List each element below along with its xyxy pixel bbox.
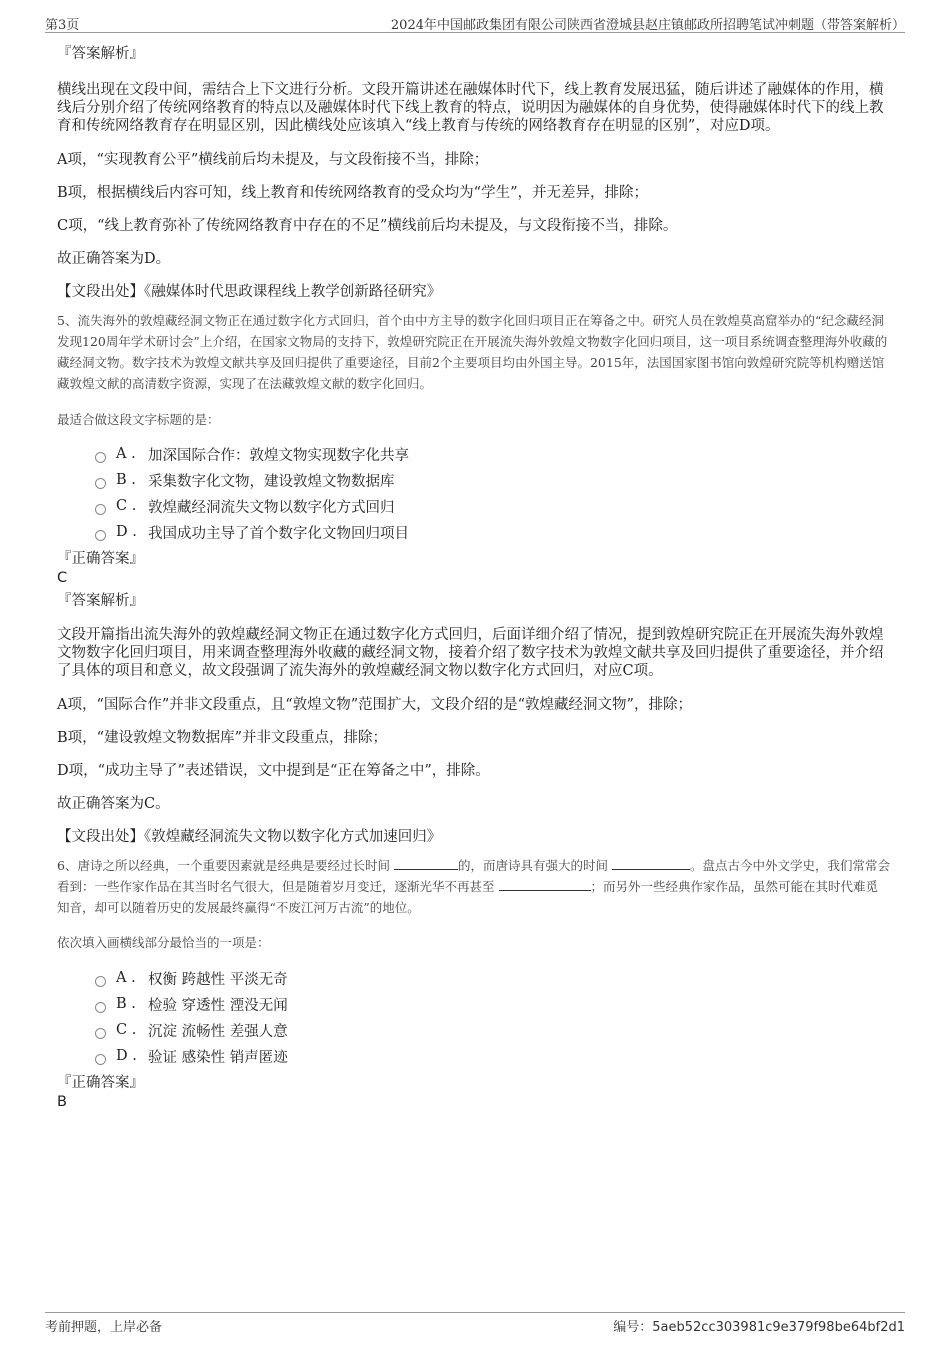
- source: 【文段出处】《敦煌藏经洞流失文物以数字化方式加速回归》: [57, 829, 442, 845]
- page-number: 第3页: [45, 18, 80, 33]
- option-b-analysis: B项，根据横线后内容可知，线上教育和传统网络教育的受众均为“学生”，并无差异，排除；: [57, 185, 648, 201]
- option-a-analysis: A项，“实现教育公平”横线前后均未提及，与文段衔接不当，排除；: [57, 152, 489, 168]
- question-6-options: [57, 965, 890, 1069]
- radio-icon[interactable]: [95, 478, 106, 489]
- question-5-options: [57, 441, 890, 545]
- question-6-prompt: 依次填入画横线部分最恰当的一项是：: [57, 935, 270, 950]
- document-code: 编号：5aeb52cc303981c9e379f98be64bf2d1: [613, 1320, 905, 1335]
- option-d-analysis: D项，“成功主导了”表述错误，文中提到是“正在筹备之中”，排除。: [57, 763, 490, 779]
- radio-icon[interactable]: [95, 452, 106, 463]
- analysis-text: 横线出现在文段中间，需结合上下文进行分析。文段开篇讲述在融媒体时代下，线上教育发展迅猛，随后讲述了融媒体的作用，横线后分别介绍了传统网络教育的特点以及融媒体时代下线上教育的特点，说明因为融媒体的自身优势，使得融媒体时代下的线上教育和传统网络教育存在明显区别，因此横线处应该填入“线上教育与传统的网络教育存在明显的区别”，对应D项。: [57, 82, 884, 134]
- answer-value: C: [57, 570, 68, 586]
- radio-icon[interactable]: [95, 530, 106, 541]
- page-header: [45, 12, 905, 33]
- option-c[interactable]: C . 沉淀 流畅性 差强人意: [57, 1017, 890, 1043]
- conclusion: 故正确答案为D。: [57, 251, 171, 267]
- option-a[interactable]: A . 权衡 跨越性 平淡无奇: [57, 965, 890, 991]
- blank-1: [394, 857, 458, 870]
- radio-icon[interactable]: [95, 1028, 106, 1039]
- option-c[interactable]: C . 敦煌藏经洞流失文物以数字化方式回归: [57, 493, 890, 519]
- option-a[interactable]: A . 加深国际合作：敦煌文物实现数字化共享: [57, 441, 890, 467]
- analysis-text: 文段开篇指出流失海外的敦煌藏经洞文物正在通过数字化方式回归，后面详细介绍了情况，提到敦煌研究院正在开展流失海外敦煌文物数字化回归项目，用来调查整理海外收藏的藏经洞文物，接着介绍了数字技术为敦煌文献共享及回归提供了重要途径，并介绍了具体的项目和意义，故文段强调了流失海外的敦煌藏经洞文物以数字化方式回归，对应C项。: [57, 627, 884, 679]
- answer-label: 『正确答案』: [57, 551, 144, 567]
- answer-value: B: [57, 1094, 67, 1110]
- blank-3: [499, 878, 591, 891]
- option-d[interactable]: D . 我国成功主导了首个数字化文物回归项目: [57, 519, 890, 545]
- question-6-text: 6、唐诗之所以经典，一个重要因素就是经典是要经过长时间 的，而唐诗具有强大的时间 。盘点古今中外文学史，我们常常会看到：一些作家作品在其当时名气很大，但是随着岁月变迁，逐渐光华不再甚至 ；而另外一些经典作家作品，虽然可能在其时代难觅知音，却可以随着历史的发展最终赢得“不废江河万古流”的地位。: [57, 858, 890, 915]
- radio-icon[interactable]: [95, 504, 106, 515]
- page-footer: [45, 1312, 905, 1337]
- analysis-label: 『答案解析』: [57, 46, 144, 62]
- radio-icon[interactable]: [95, 1054, 106, 1065]
- question-5-text: 5、流失海外的敦煌藏经洞文物正在通过数字化方式回归，首个由中方主导的数字化回归项目正在筹备之中。研究人员在敦煌莫高窟举办的“纪念藏经洞发现120周年学术研讨会”上介绍，在国家文物局的支持下，敦煌研究院正在开展流失海外敦煌文物数字化回归项目，这一项目系统调查整理海外收藏的藏经洞文物。数字技术为敦煌文献共享及回归提供了重要途径，目前2个主要项目均由外国主导。2015年，法国国家图书馆向敦煌研究院等机构赠送馆藏敦煌文献的高清数字资源，实现了在法藏敦煌文献的数字化回归。: [57, 313, 888, 391]
- analysis-label: 『答案解析』: [57, 593, 144, 609]
- option-b-analysis: B项，“建设敦煌文物数据库”并非文段重点，排除；: [57, 730, 387, 746]
- radio-icon[interactable]: [95, 976, 106, 987]
- source: 【文段出处】《融媒体时代思政课程线上教学创新路径研究》: [57, 284, 442, 300]
- option-d[interactable]: D . 验证 感染性 销声匿迹: [57, 1043, 890, 1069]
- blank-2: [612, 857, 690, 870]
- answer-label: 『正确答案』: [57, 1075, 144, 1091]
- option-a-analysis: A项，“国际合作”并非文段重点，且“敦煌文物”范围扩大，文段介绍的是“敦煌藏经洞文物”，排除；: [57, 697, 692, 713]
- page-content: [57, 44, 890, 1111]
- conclusion: 故正确答案为C。: [57, 796, 170, 812]
- footer-slogan: 考前押题，上岸必备: [45, 1320, 163, 1335]
- radio-icon[interactable]: [95, 1002, 106, 1013]
- option-c-analysis: C项，“线上教育弥补了传统网络教育中存在的不足”横线前后均未提及，与文段衔接不当，排除。: [57, 218, 678, 234]
- question-5-prompt: 最适合做这段文字标题的是：: [57, 412, 220, 427]
- option-b[interactable]: B . 检验 穿透性 湮没无闻: [57, 991, 890, 1017]
- option-b[interactable]: B . 采集数字化文物，建设敦煌文物数据库: [57, 467, 890, 493]
- document-title: 2024年中国邮政集团有限公司陕西省澄城县赵庄镇邮政所招聘笔试冲刺题（带答案解析）: [390, 18, 905, 33]
